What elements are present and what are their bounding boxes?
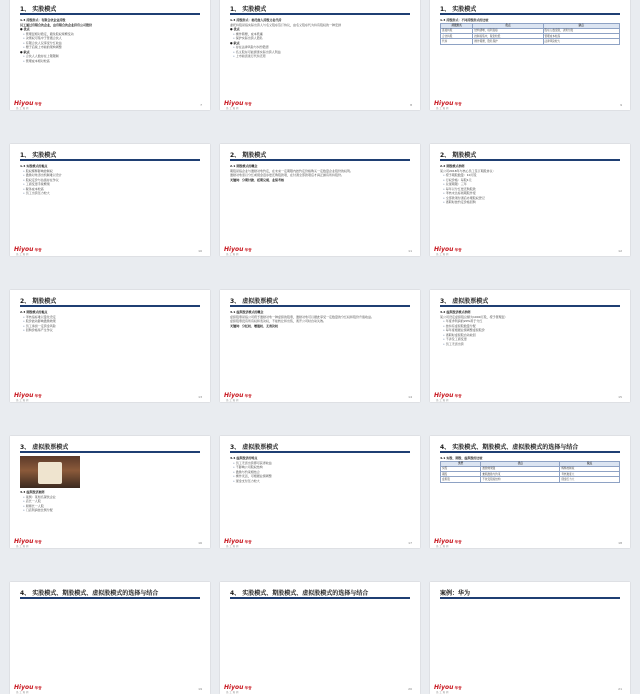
- bullet-item: • 管理成本相对较高: [20, 59, 200, 64]
- slide-title: 2、 期股模式: [20, 298, 57, 305]
- brand-subtitle: 员 工 培 训: [226, 545, 239, 548]
- title-rule: [20, 597, 200, 599]
- bullet-item: • 员工无需出资: [440, 342, 620, 347]
- brand-logo: Hiyou 华誉: [434, 246, 462, 253]
- table-row: [441, 477, 620, 482]
- slide-content: [230, 164, 410, 243]
- brand-subtitle: 员 工 培 训: [436, 253, 449, 256]
- table-cell: 直接持股: [441, 28, 473, 33]
- bullet-item: • 不涉及工商变更: [440, 337, 620, 342]
- table-cell: 控制权集中，税负较低: [473, 34, 543, 39]
- bullet-item: • 门店利润按比例分配: [20, 508, 200, 513]
- slide-number: 15: [618, 395, 622, 399]
- brand-logo: Hiyou 华誉: [434, 100, 462, 107]
- table-cell: 兼顾激励与约束: [481, 472, 560, 477]
- table-cell: 代持: [441, 39, 473, 44]
- bullet-item: • 有限合伙人仅享受分红收益: [20, 41, 200, 46]
- brand-subtitle: 员 工 培 训: [16, 253, 29, 256]
- brand-logo: Hiyou 华誉: [14, 684, 42, 691]
- slide-title: 1、 实股模式: [20, 152, 57, 159]
- section-heading: 2.2 期股模式举例: [440, 164, 465, 168]
- slide-number: 16: [198, 541, 202, 545]
- table-cell: 合伙持股: [441, 34, 473, 39]
- section-heading: 2.1 期股模式的概念: [230, 164, 258, 168]
- bullet-item: • 管理层相对稳定，避免股权频繁变动: [20, 32, 200, 37]
- table-header-cell: 缺点: [543, 23, 619, 28]
- slide-thumbnail[interactable]: [430, 436, 630, 548]
- body-text: 虚拟股票是指公司授予激励对象一种虚拟的股票，激励对象可以据此享受一定数量的分红权和股价升值收益。: [230, 314, 375, 319]
- slide-number: 7: [200, 103, 202, 107]
- bullet-item: • 年度净利润的20%用于分红: [440, 319, 620, 324]
- bullet-item: • 员工出资压力较大: [20, 191, 200, 196]
- table-cell: 操作简便，隐私保护: [473, 39, 543, 44]
- table-header-cell: 类型: [441, 461, 481, 466]
- section-heading: ● 优点: [20, 27, 30, 31]
- bullet-item: • 便于后续上市前的架构调整: [20, 45, 200, 50]
- slide-thumbnail[interactable]: [220, 0, 420, 110]
- bullet-item: • 厨师长一人股: [20, 504, 200, 509]
- slide-title: 2、 期股模式: [230, 152, 267, 159]
- brand-subtitle: 员 工 培 训: [436, 691, 449, 694]
- storefront-photo: [20, 456, 80, 488]
- bullet-item: • 工商变更手续繁琐: [20, 182, 200, 187]
- slide-title: 3、 虚拟股票模式: [230, 444, 279, 451]
- bullet-item: • 回购价格易产生争议: [20, 328, 200, 333]
- brand-logo: Hiyou 华誉: [14, 538, 42, 545]
- brand-subtitle: 员 工 培 训: [226, 253, 239, 256]
- slide-title: 1、 实股模式: [20, 6, 57, 13]
- bullet-item: • 离职时按约定价格回购: [440, 200, 620, 205]
- table-cell: 不改变股权结构: [481, 477, 560, 482]
- bullet-item: • 考核未达标则期股作废: [440, 191, 620, 196]
- bullet-item: • 保护实际出资人隐私: [230, 36, 410, 41]
- brand-logo: Hiyou 华誉: [224, 684, 252, 691]
- table-cell: 稀释控制权: [560, 466, 620, 471]
- bullet-item: • 授予期股数量：10万股: [440, 173, 620, 178]
- title-rule: [20, 451, 200, 453]
- slide-thumbnail[interactable]: [430, 144, 630, 256]
- brand-subtitle: 员 工 培 训: [16, 107, 29, 110]
- slide-content: [230, 456, 410, 535]
- bullet-item: • 现金支付压力较大: [230, 479, 410, 484]
- title-rule: [230, 305, 410, 307]
- slide-thumbnail[interactable]: [10, 0, 210, 110]
- section-heading: ● 缺点: [230, 40, 240, 45]
- slide-content: [20, 164, 200, 243]
- slide-number: 10: [198, 249, 202, 253]
- section-heading: ● 缺点: [20, 49, 30, 54]
- bullet-item: • 不影响公司股权结构: [230, 465, 410, 470]
- title-rule: [440, 305, 620, 307]
- brand-subtitle: 员 工 培 训: [436, 107, 449, 110]
- section-heading: 3.3 虚拟股票案例: [20, 490, 45, 494]
- section-heading: 1.3 持股形式：有限合伙企业持股: [20, 18, 66, 22]
- slide-thumbnail[interactable]: [220, 582, 420, 694]
- table-cell: 考核难度大: [560, 472, 620, 477]
- table-intro: 1.3 持股形式：不同持股形式的比较: [440, 18, 489, 22]
- slide-thumbnail[interactable]: [10, 144, 210, 256]
- title-rule: [440, 451, 620, 453]
- bullet-item: • 股权稀释影响控制权: [20, 169, 200, 174]
- slide-number: 18: [618, 541, 622, 545]
- section-heading: 1.4 实股模式的难点: [20, 164, 48, 168]
- section-heading: 2.3 期股模式的难点: [20, 310, 48, 314]
- table-cell: 股东人数受限，决策分散: [543, 28, 619, 33]
- bullet-item: • 每年度根据业绩调整虚拟股价: [440, 328, 620, 333]
- section-heading: ● 优点: [230, 27, 240, 31]
- table-intro: 4.1 实股、期股、虚拟股的比较: [440, 456, 483, 460]
- section-heading: 员工通过有限合伙企业，由有限合伙企业持有公司股份: [20, 22, 93, 27]
- title-rule: [20, 159, 200, 161]
- slide-content: [440, 456, 620, 535]
- bullet-item: • 操作灵活，可根据业绩调整: [230, 474, 410, 479]
- bullet-item: • 合伙人人数存在上限限制: [20, 54, 200, 59]
- slide-title: 1、 实股模式: [230, 6, 267, 13]
- section-heading: 关键词：分红权、增值权、无表决权: [230, 323, 279, 328]
- brand-subtitle: 员 工 培 训: [16, 399, 29, 402]
- slide-title: 4、 实股模式、期股模式、虚拟股模式的选择与结合: [20, 590, 159, 597]
- slide-number: 17: [408, 541, 412, 545]
- brand-logo: Hiyou 华誉: [224, 100, 252, 107]
- slide-thumbnail[interactable]: [10, 436, 210, 548]
- slide-number: 13: [198, 395, 202, 399]
- slide-thumbnail[interactable]: [220, 144, 420, 256]
- slide-number: 20: [408, 687, 412, 691]
- brand-logo: Hiyou 华誉: [14, 100, 42, 107]
- bullet-item: • 行权价格：每股1元: [440, 178, 620, 183]
- slide-content: [440, 310, 620, 389]
- slide-number: 12: [618, 249, 622, 253]
- brand-subtitle: 员 工 培 训: [16, 545, 29, 548]
- bullet-item: • 税务成本较高: [20, 187, 200, 192]
- brand-logo: Hiyou 华誉: [224, 392, 252, 399]
- bullet-item: • 店长一人股: [20, 499, 200, 504]
- section-heading: 3.1 虚拟股票模式的概念: [230, 310, 264, 314]
- bullet-item: • 上市前需进行代持还原: [230, 54, 410, 59]
- slide-content: [440, 18, 620, 97]
- brand-logo: Hiyou 华誉: [434, 684, 462, 691]
- slide-content: [20, 490, 200, 535]
- bullet-item: • 存在法律风险与纠纷隐患: [230, 45, 410, 50]
- body-text: 激励对象需以分红或现金逐步偿还购股款项，在付清全部款项后才真正拥有所持股份。: [230, 173, 345, 177]
- slide-number: 14: [408, 395, 412, 399]
- comparison-table: [440, 23, 620, 45]
- slide-content: [20, 310, 200, 389]
- slide-content: [20, 602, 200, 681]
- body-text: 某公司2018年与核心员工签订期股协议：: [440, 168, 496, 173]
- brand-logo: Hiyou 华誉: [434, 538, 462, 545]
- bullet-item: • 每年以分红偿还购股款: [440, 187, 620, 192]
- slide-content: [20, 18, 200, 97]
- body-text: 委托持股是指实际出资人与名义股东签订协议，由名义股东代为持有股权的一种安排: [230, 22, 342, 27]
- body-text: 虚拟股票没有所有权和表决权，不能转让和出售，离开公司时自动失效。: [230, 319, 327, 323]
- bullet-item: • 股权定价与估值存在争议: [20, 178, 200, 183]
- bullet-item: • 股价波动影响激励效果: [20, 319, 200, 324]
- slide-title: 2、 期股模式: [440, 152, 477, 159]
- slide-thumbnail[interactable]: [10, 290, 210, 402]
- title-rule: [230, 451, 410, 453]
- bullet-item: • 名义股东可能损害实际出资人利益: [230, 50, 410, 55]
- table-header-cell: 优点: [481, 461, 560, 466]
- slide-title: 3、 虚拟股票模式: [230, 298, 279, 305]
- title-rule: [20, 305, 200, 307]
- slide-title: 3、 虚拟股票模式: [20, 444, 69, 451]
- title-rule: [230, 159, 410, 161]
- slide-thumbnail[interactable]: [10, 582, 210, 694]
- section-heading: 3.2 虚拟股票模式举例: [440, 310, 471, 314]
- table-cell: 虚拟股: [441, 477, 481, 482]
- bullet-item: • 按持有虚拟股数量分配: [440, 324, 620, 329]
- comparison-table: [440, 461, 620, 483]
- brand-logo: Hiyou 华誉: [14, 246, 42, 253]
- table-cell: 现金压力大: [560, 477, 620, 482]
- title-rule: [230, 597, 410, 599]
- table-cell: 管理成本较高: [543, 34, 619, 39]
- bullet-item: • 案例：某知名餐饮企业: [20, 495, 200, 500]
- table-header-cell: 优点: [473, 23, 543, 28]
- slide-thumbnail[interactable]: [220, 290, 420, 402]
- brand-logo: Hiyou 华誉: [224, 538, 252, 545]
- slide-thumbnail[interactable]: [220, 436, 420, 548]
- bullet-item: • 决策权可集中于普通合伙人: [20, 36, 200, 41]
- slide-number: 9: [620, 103, 622, 107]
- slide-thumbnail[interactable]: [430, 290, 630, 402]
- bullet-item: • 激励与约束相结合: [230, 470, 410, 475]
- bullet-item: • 离职时虚拟股自动收回: [440, 333, 620, 338]
- bullet-item: • 员工承担一定资金风险: [20, 324, 200, 329]
- table-row: [441, 39, 620, 44]
- slide-title: 4、 实股模式、期股模式、虚拟股模式的选择与结合: [440, 444, 579, 451]
- brand-logo: Hiyou 华誉: [224, 246, 252, 253]
- section-heading: 3.4 虚拟股票的特点: [230, 456, 258, 460]
- title-rule: [440, 597, 620, 599]
- bullet-item: • 员工无需出资即可获得收益: [230, 461, 410, 466]
- section-heading: 1.3 持股形式：委托他人持股又名代持: [230, 18, 282, 22]
- table-cell: 实股: [441, 466, 481, 471]
- body-text: 某公司设定虚拟股总额为1000万股，授予管理层：: [440, 314, 508, 319]
- table-header-cell: 持股形式: [441, 23, 473, 28]
- section-heading: 关键词：分期付款、延期兑现、业绩考核: [230, 177, 285, 182]
- slide-title: 案例：华为: [440, 590, 471, 597]
- bullet-item: • 激励对象退出机制难以设计: [20, 173, 200, 178]
- slide-thumbnail[interactable]: [430, 582, 630, 694]
- slide-title: 4、 实股模式、期股模式、虚拟股模式的选择与结合: [230, 590, 369, 597]
- slide-number: 11: [408, 249, 412, 253]
- slide-thumbnail[interactable]: [430, 0, 630, 110]
- brand-logo: Hiyou 华誉: [14, 392, 42, 399]
- table-cell: 法律风险较大: [543, 39, 619, 44]
- brand-subtitle: 员 工 培 训: [16, 691, 29, 694]
- slide-title: 1、 实股模式: [440, 6, 477, 13]
- bullet-item: • 全部款项付清后办理股权登记: [440, 196, 620, 201]
- slide-content: [440, 602, 620, 681]
- slide-number: 21: [618, 687, 622, 691]
- title-rule: [230, 13, 410, 15]
- title-rule: [440, 13, 620, 15]
- title-rule: [20, 13, 200, 15]
- bullet-item: • 考核指标难以量化设定: [20, 315, 200, 320]
- slide-number: 19: [198, 687, 202, 691]
- slide-content: [230, 18, 410, 97]
- slide-title: 3、 虚拟股票模式: [440, 298, 489, 305]
- brand-subtitle: 员 工 培 训: [436, 545, 449, 548]
- table-cell: 激励效果强: [481, 466, 560, 471]
- table-cell: 期股: [441, 472, 481, 477]
- body-text: 期股是指企业与激励对象约定，在未来一定期限内按约定价格购买一定数量企业股份的权利。: [230, 168, 354, 173]
- brand-logo: Hiyou 华誉: [434, 392, 462, 399]
- bullet-item: • 操作简便，成本低廉: [230, 32, 410, 37]
- brand-subtitle: 员 工 培 训: [226, 399, 239, 402]
- brand-subtitle: 员 工 培 训: [226, 107, 239, 110]
- slide-number: 8: [410, 103, 412, 107]
- slide-content: [440, 164, 620, 243]
- table-cell: 结构清晰，权利直接: [473, 28, 543, 33]
- brand-subtitle: 员 工 培 训: [226, 691, 239, 694]
- slide-content: [230, 310, 410, 389]
- brand-subtitle: 员 工 培 训: [436, 399, 449, 402]
- table-header-cell: 缺点: [560, 461, 620, 466]
- title-rule: [440, 159, 620, 161]
- slide-content: [230, 602, 410, 681]
- bullet-item: • 兑现期限：三年: [440, 182, 620, 187]
